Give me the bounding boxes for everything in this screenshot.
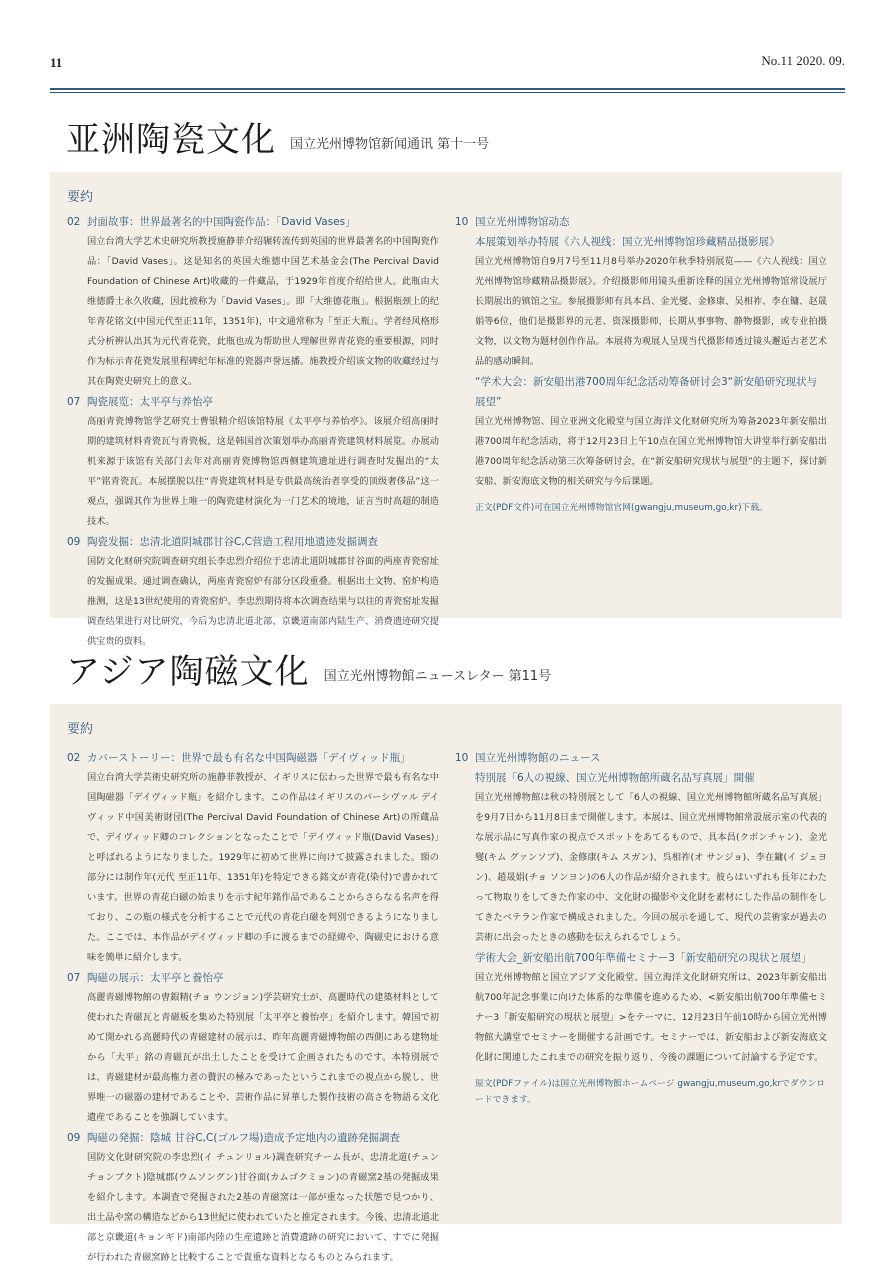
item-number: 10 [455, 216, 469, 228]
item-number: 02 [67, 216, 81, 228]
item-number: 09 [67, 536, 81, 548]
item-body: 国防文化财研究院调查研究组长李忠烈介绍位于忠清北道阴城郡甘谷面的两座青瓷窑址的发掘成果。通过调查确认，两座青瓷窑炉有部分区段重叠。根据出土文物、窑炉构造推测，这是13世纪使用的青瓷窑炉。李忠烈期待将本次调查结果与以往的青瓷窑址发掘调查结果进行对比研究，今后为忠清北道北部、京畿道南部内陆生产、消费遗迹研究提供宝贵的资料。 [87, 556, 439, 647]
item-title: 陶瓷发掘：忠清北道阴城郡甘谷C,C营造工程用地遗迹发掘调查 [87, 536, 378, 548]
item-body: 国防文化財研究院の李忠烈(イ チュンリョル)調査研究チーム長が、忠清北道(チュンチョンブクト)陰城郡(ウムソングン)甘谷面(カムゴクミョン)の青磁窯2基の発掘成果を紹介します。本調査で発掘された2基の青磁窯は一部が重なった状態で見つかり、出土品や窯の構造などから13世紀に使われていたと推定されます。今後、忠清北道北部と京畿道(キョンギド)南部内陸の生産遺跡と消費遺跡の研究において、すでに発掘が行われた青磁窯跡と比較することで貴重な資料となるものとみられます。 [87, 1152, 439, 1263]
item-body: 国立光州博物館は秋の特別展として「6人の視線、国立光州博物館所蔵名品写真展」を9月7日から11月8日まで開催します。本展は、国立光州博物館常設展示室の代表的な展示品に写真作家の視点でスポットをあてるもので、具本昌(クボンチャン)、金光燮(キム グァンソプ)、金修康(キム スガン)、呉相祚(オ サンジョ)、李在鏞(イ ジェヨン)、趙晟娟(チョ ソンヨン)の6人の作品が紹介されます。彼らはいずれも長年にわたって物取りをしてきた作家の中、文化財の撮影や文化財を素材にした作品の制作をしてきたベテラン作家で構成されました。今回の展示を通して、現代の芸術家が過去の芸術に出会ったときの感動を伝えられるでしょう。 [475, 792, 827, 943]
item-subheading: 特別展「6人の視線、国立光州博物館所蔵名品写真展」開催 [475, 772, 755, 784]
section-japanese [50, 636, 842, 1263]
summary-column-right [455, 748, 827, 1108]
item-title: 陶磁の展示：太平亭と養怡亭 [87, 972, 224, 984]
summary-item [455, 212, 827, 516]
item-title: 封面故事：世界最著名的中国陶瓷作品：「David Vases」 [87, 216, 356, 228]
section-subtitle: 国立光州博物馆新闻通讯 第十一号 [290, 137, 490, 152]
summary-item [67, 392, 439, 532]
item-title: 陶瓷展览：太平亭与养怡亭 [87, 396, 213, 408]
item-title: 陶磁の発掘：陰城 甘谷C,C(ゴルフ場)造成予定地内の遺跡発掘調査 [87, 1132, 401, 1144]
item-body: 国立台湾大学芸術史研究所の施静菲教授が、イギリスに伝わった世界で最も有名な中国陶磁器「デイヴィッド瓶」を紹介します。この作品はイギリスのパーシヴァル デイヴィッド中国美術財団(The Percival David Foundation of Chinese Art)の所蔵品で、デイヴィッド卿のコレクションとなったことで「デイヴィッド瓶(David Vases)」と呼ばれるようになりました。1929年に初めて世界に向けて披露されました。頸の部分には制作年(元代 至正11年、1351年)を特定できる銘文が青花(染付)で書かれています。世界の青花白磁の始まりを示す紀年銘作品であることからさらなる名声を得ており、この瓶の様式を分析することで元代の青花白磁を判別できるようになりました。ここでは、本作品がデイヴィッド卿の手に渡るまでの経緯や、陶磁史における意味を簡単に紹介します。 [87, 772, 439, 963]
download-note: 正文(PDF文件)可在国立光州博物馆官网(gwangju,museum,go,kr)下载。 [475, 503, 768, 513]
item-subheading: 本展策划举办特展《六人视线：国立光州博物馆珍藏精品摄影展》 [475, 236, 780, 248]
section-title: 亚洲陶瓷文化 [66, 120, 276, 160]
issue-label: No.11 2020. 09. [761, 53, 845, 68]
summary-item [455, 748, 827, 1108]
download-note: 原文(PDFファイル)は国立光州博物館ホームページ gwangju,museum,go,krでダウンロードできます。 [475, 1079, 826, 1105]
summary-box [50, 172, 842, 647]
item-subheading: 学術大会_新安船出航700年準備セミナー3「新安船研究の現状と展望」 [475, 952, 812, 964]
summary-item [67, 968, 439, 1128]
header-rule-thin [50, 92, 845, 93]
item-body: 高丽青瓷博物馆学艺研究士曹银精介绍该馆特展《太平亭与养怡亭》。该展介绍高丽时期的建筑材料青瓷瓦与青瓷板，这是韩国首次策划举办高丽青瓷建筑材料展览。办展动机来源于该馆有关部门去年对高丽青瓷博物馆西侧建筑遗址进行调查时发掘出的“太平”铭青瓷瓦。本展摆脱以往“青瓷建筑材料是专供最高统治者享受的顶级奢侈品”这一观点，强调其作为世界上唯一的陶瓷建材演化为一门艺术的境地，证言当时高超的制造技术。 [87, 416, 439, 527]
section-title-row [50, 104, 842, 160]
summary-box [50, 704, 842, 1263]
summary-column-right [455, 212, 827, 516]
item-number: 07 [67, 396, 81, 408]
section-subtitle: 国立光州博物館ニュースレター 第11号 [323, 669, 552, 684]
item-subheading: “学术大会：新安船出港700周年纪念活动筹备研讨会3“新安船研究现状与展望” [475, 376, 818, 408]
summary-label: 要约 [67, 190, 94, 205]
item-number: 10 [455, 752, 469, 764]
summary-item [67, 1128, 439, 1268]
section-title-row [50, 636, 842, 692]
header-rule [50, 88, 845, 90]
item-body: 国立光州博物館と国立アジア文化殿堂、国立海洋文化財研究所は、2023年新安船出航700年記念事業に向けた体系的な準備を進めるため、<新安船出航700年準備セミナー3「新安船研究の現状と展望」>をテーマに、12月23日午前10時から国立光州博物館大講堂でセミナーを開催する計画です。セミナーでは、新安船および新安海底文化財に関連したこれまでの研究を振り返り、今後の課題について討論する予定です。 [475, 972, 827, 1063]
summary-column-left [67, 212, 439, 652]
page-number: 11 [50, 55, 63, 70]
summary-item [67, 532, 439, 652]
item-number: 02 [67, 752, 81, 764]
item-body: 国立光州博物馆自9月7号至11月8号举办2020年秋季特别展览——《六人视线：国立光州博物馆珍藏精品摄影展》。介绍摄影师用镜头重新诠释的国立光州博物馆常设展厅长期展出的镇馆之宝。参展摄影师有具本昌、金光燮、金修康、吴相祚、李在镛、赵晟娟等6位，他们是摄影界的元老、资深摄影师，长期从事事物、静物摄影，或专业拍摄文物，以文物为题材创作作品。本展将为观展人呈现当代摄影师透过镜头邂逅古老艺术品的感动瞬间。 [475, 256, 827, 367]
item-body: 国立光州博物馆、国立亚洲文化殿堂与国立海洋文化财研究所为筹备2023年新安船出港700周年纪念活动，将于12月23日上午10点在国立光州博物馆大讲堂举行新安船出港700周年纪念活动第三次筹备研讨会，在“新安船研究现状与展望”的主题下，探讨新安船、新安海底文物的相关研究与今后课题。 [475, 416, 827, 487]
item-body: 国立台湾大学艺术史研究所教授施静菲介绍辗转流传到英国的世界最著名的中国陶瓷作品：「David Vases」。这是知名的英国大维德中国艺术基金会(The Percival David Foundation of Chinese Art)收藏的一件藏品，于1929年首度介绍给世人。此瓶由大维德爵士永久收藏，因此被称为「David Vases」。即「大维德花瓶」。根据瓶颈上的纪年青花铭文(中国元代至正11年，1351年)，中文通常称为「至正大瓶」。学者经风格形式分析辨认出其为元代青花瓷，此瓶也成为帮助世人理解世界青花瓷的重要根源，同时作为标示青花瓷发展里程碑纪年标准的瓷器声誉远播。施教授介绍该文物的收藏经过与其在陶瓷史研究上的意义。 [87, 236, 439, 387]
item-title: 国立光州博物馆动态 [475, 216, 570, 228]
summary-column-left [67, 748, 439, 1268]
section-chinese [50, 104, 842, 647]
item-number: 09 [67, 1132, 81, 1144]
item-title: カバーストーリー：世界で最も有名な中国陶磁器「デイヴィッド瓶」 [87, 752, 411, 764]
summary-label: 要約 [67, 722, 94, 737]
section-title: アジア陶磁文化 [66, 652, 310, 692]
item-title: 国立光州博物館のニュース [475, 752, 601, 764]
summary-item [67, 748, 439, 968]
summary-item [67, 212, 439, 392]
item-body: 高麗青磁博物館の曺銀精(チョ ウンジョン)学芸研究士が、高麗時代の建築材料として使われた青磁瓦と青磁板を集めた特別展「太平亭と養怡亭」を紹介します。韓国で初めて開かれる高麗時代の青磁建材の展示は、昨年高麗青磁博物館の西側にある建物址から「大平」銘の青磁瓦が出土したことを受けて企画されたものです。本特別展では、青磁建材が最高権力者の贅沢の極みであったというこれまでの視点から脱し、世界唯一の磁器の建材であることや、芸術作品に昇華した製作技術の高さを物語る文化遺産であることを強調しています。 [87, 992, 439, 1123]
item-number: 07 [67, 972, 81, 984]
